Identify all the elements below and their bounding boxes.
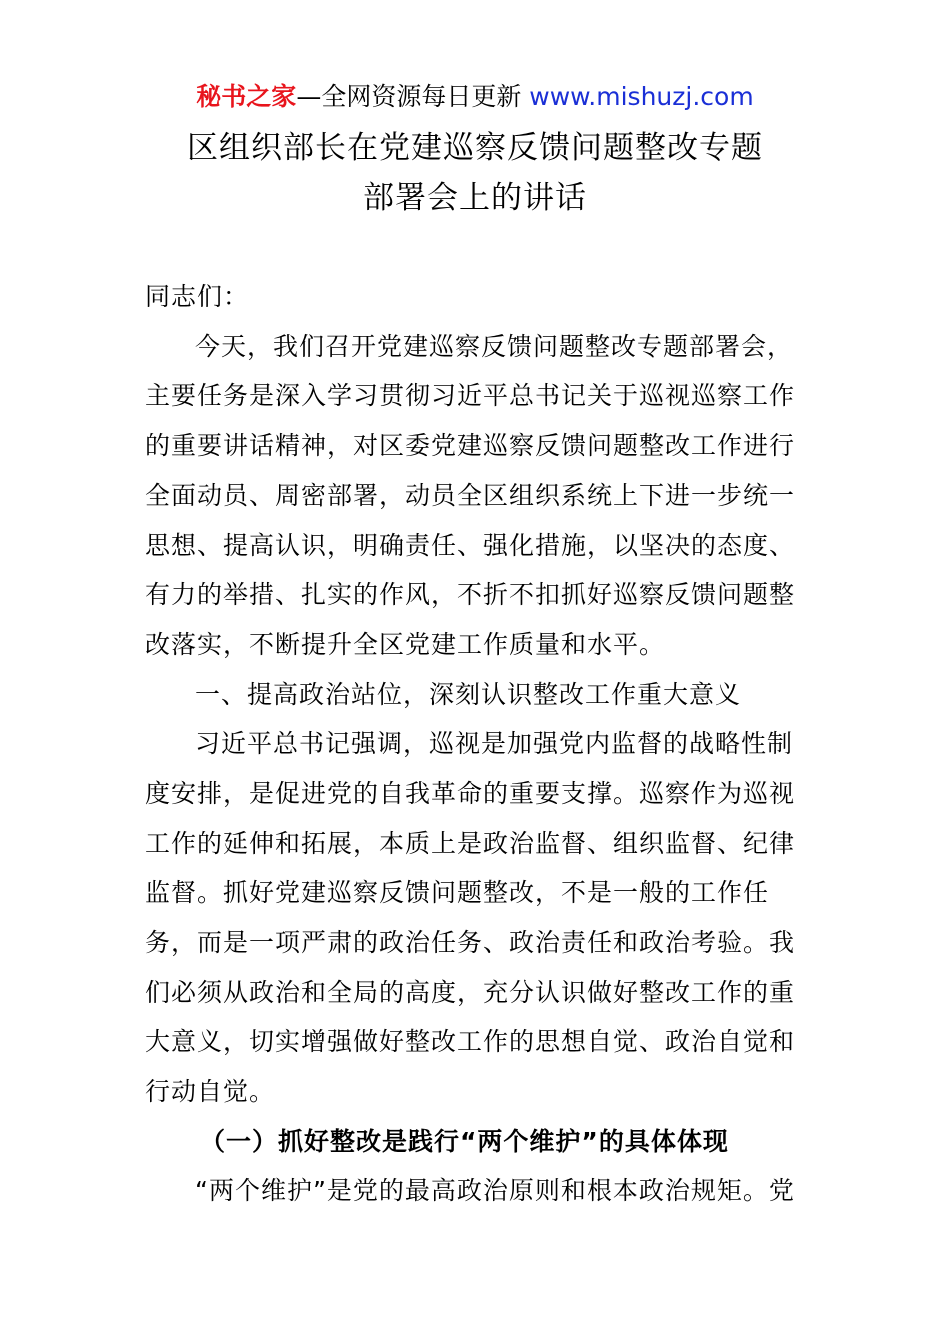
paragraph-line: 改落实，不断提升全区党建工作质量和水平。: [145, 630, 666, 659]
site-url-link[interactable]: www.mishuzj.com: [529, 82, 754, 111]
paragraph-line: 务，而是一项严肃的政治任务、政治责任和政治考验。我: [145, 928, 796, 957]
paragraph-line: 工作的延伸和拓展，本质上是政治监督、组织监督、纪律: [145, 829, 796, 858]
paragraph-line: 大意义，切实增强做好整改工作的思想自觉、政治自觉和: [145, 1027, 796, 1056]
paragraph-line: 监督。抓好党建巡察反馈问题整改，不是一般的工作任: [145, 878, 770, 907]
paragraph-line: 度安排，是促进党的自我革命的重要支撑。巡察作为巡视: [145, 779, 796, 808]
paragraph-line: 行动自觉。: [145, 1077, 276, 1106]
brand-name: 秘书之家: [196, 82, 297, 111]
paragraph-line: 思想、提高认识，明确责任、强化措施，以坚决的态度、: [145, 531, 796, 560]
subsection-heading: （一）抓好整改是践行“两个维护”的具体体现: [200, 1127, 729, 1156]
salutation: 同志们：: [145, 282, 250, 311]
section-heading: 一、提高政治站位，深刻认识整改工作重大意义: [195, 680, 742, 709]
paragraph-line: 习近平总书记强调，巡视是加强党内监督的战略性制: [195, 729, 794, 758]
site-header: [0, 80, 950, 114]
paragraph-line: 有力的举措、扎实的作风，不折不扣抓好巡察反馈问题整: [145, 580, 796, 609]
paragraph-line: 们必须从政治和全局的高度，充分认识做好整改工作的重: [145, 978, 796, 1007]
paragraph-line: “两个维护”是党的最高政治原则和根本政治规矩。党: [195, 1176, 795, 1205]
paragraph-line: 的重要讲话精神，对区委党建巡察反馈问题整改工作进行: [145, 431, 796, 460]
document-title-line-2: 部署会上的讲话: [363, 180, 587, 216]
document-title-line-1: 区组织部长在党建巡察反馈问题整改专题: [187, 130, 763, 166]
paragraph-line: 今天，我们召开党建巡察反馈问题整改专题部署会，: [195, 332, 794, 361]
paragraph-line: 全面动员、周密部署，动员全区组织系统上下进一步统一: [145, 481, 796, 510]
header-slogan: —全网资源每日更新: [296, 82, 530, 111]
paragraph-line: 主要任务是深入学习贯彻习近平总书记关于巡视巡察工作: [145, 381, 796, 410]
